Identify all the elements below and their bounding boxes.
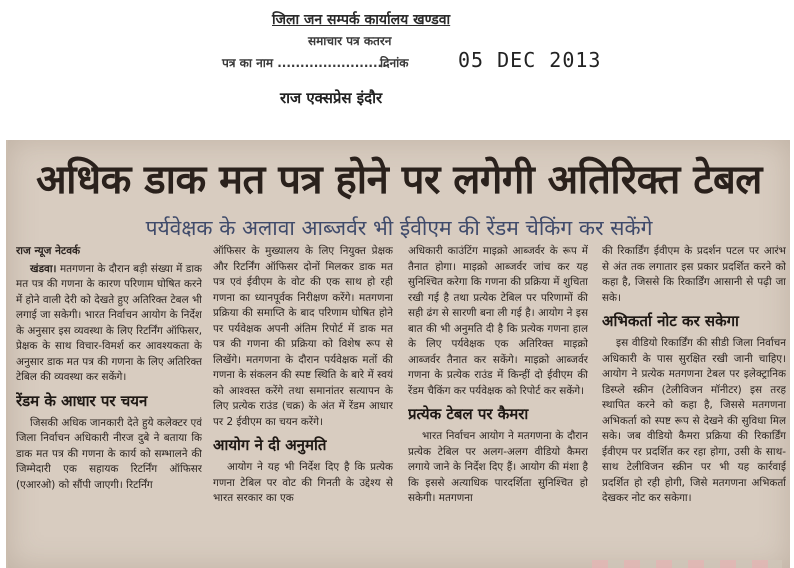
byline	[16, 244, 202, 260]
dateline-place: खंडवा।	[30, 262, 57, 275]
paragraph	[16, 262, 202, 386]
subhead: अभिकर्ता नोट कर सकेगा	[602, 312, 739, 330]
article-column-1	[16, 244, 202, 568]
article-column-3	[408, 244, 588, 568]
cutting-header	[0, 0, 794, 140]
date-stamp: 05 DEC 2013	[458, 48, 602, 72]
paragraph: जिसकी अधिक जानकारी देते हुये कलेक्टर एवं जिला निर्वाचन अधिकारी नीरज दुबे ने बताया कि डाक मत पत्र की गणना के कार्य को सम्भालने की जिम्मेदारी एक सहायक रिटर्निंग ऑफिसर (एआरओ) को सौंपी जाएगी। रिटर्निंग	[16, 416, 202, 491]
byline-text: राज न्यूज नेटवर्क	[16, 245, 81, 257]
paragraph-text: मतगणना के दौरान बड़ी संख्या में डाक मत पत्र की गणना के कारण परिणाम घोषित करने में होने वाली देरी को देखते हुए अतिरिक्त टेबल भी लगाई जा सकेगी। भारत निर्वाचन आयोग के निर्देश के अनुसार इस व्यवस्था के लिए रिटर्निंग ऑफिसर, प्रेक्षक के साथ विचार-विमर्श कर आवश्यकता के अनुसार डाक मत पत्र की गणना के लिए अतिरिक्त टेबिल की व्यवस्था कर सकेंगे।	[16, 262, 202, 383]
color-strip	[592, 560, 782, 568]
news-cutting-label: समाचार पत्र कतरन	[308, 34, 392, 48]
paragraph: ऑफिसर के मुख्यालय के लिए नियुक्त प्रेक्षक और रिटर्निंग ऑफिसर दोनों मिलकर डाक मत पत्र एवं ईवीएम के वोट की एक साथ हो रही गणना का ध्यानपूर्वक निरीक्षण करेंगे। मतगणना प्रक्रिया की समाप्ति के बाद परिणाम घोषित होने पर पर्यवेक्षक अपनी अंतिम रिपोर्ट में डाक मत पत्र की गणना की प्रक्रिया को विशेष रूप से लिखेंगे। मतगणना के दौरान पर्यवेक्षक मतों की गणना के संकलन की स्पष्ट स्थिति के बारे में स्वयं को आश्वस्त करेंगे तथा समानांतर सत्यापन के लिए प्रत्येक राउंड (चक्र) के अंत में रेंडम आधार पर 2 ईवीएम का चयन करेंगे।	[213, 245, 393, 428]
subhead: रेंडम के आधार पर चयन	[16, 391, 148, 410]
newspaper-clipping	[6, 140, 790, 568]
paragraph: आयोग ने यह भी निर्देश दिए है कि प्रत्येक गणना टेबिल पर वोट की गिनती के उद्देश्य से भारत सरकार का एक	[213, 461, 393, 504]
paragraph: की रिकार्डिंग ईवीएम के प्रदर्शन पटल पर आरंभ से अंत तक लगातार इस प्रकार प्रदर्शित करने को कहा है, जिससे कि रिकार्डिंग आसानी से पढ़ी जा सके।	[602, 245, 786, 304]
paragraph: भारत निर्वाचन आयोग ने मतगणना के दौरान प्रत्येक टेबिल पर अलग-अलग वीडियो कैमरा लगाये जाने के निर्देश दिए हैं। आयोग की मंशा है कि इससे अत्याधिक पारदर्शिता सुनिश्चित हो सकेगी। मतगणना	[408, 430, 588, 504]
date-label: दिनांक	[380, 56, 409, 70]
article-subheadline: पर्यवेक्षक के अलावा आब्जर्वर भी ईवीएम की रेंडम चेकिंग कर सकेंगे	[145, 216, 653, 240]
paper-name-field: पत्र का नाम ........................	[222, 56, 387, 70]
subhead: प्रत्येक टेबल पर कैमरा	[408, 405, 529, 423]
article-headline: अधिक डाक मत पत्र होने पर लगेगी अतिरिक्त टेबल	[36, 157, 762, 203]
subhead: आयोग ने दी अनुमति	[213, 436, 327, 454]
article-column-4	[602, 244, 786, 568]
office-name: जिला जन सम्पर्क कार्यालय खण्डवा	[272, 12, 451, 28]
article-column-2	[213, 244, 393, 568]
paragraph: इस वीडियो रिकार्डिंग की सीडी जिला निर्वाचन अधिकारी के पास सुरक्षित रखी जानी चाहिए। आयोग ने प्रत्येक मतगणना टेबल पर इलेक्ट्रानिक डिस्प्ले स्क्रीन (टेलीविजन मॉनीटर) इस तरह स्थापित करने को कहा है, जिससे मतगणना अभिकर्ता को स्पष्ट रूप से देखने की सुविधा मिल सके। जब वीडियो कैमरा प्रक्रिया की रिकार्डिंग ईवीएम पर प्रदर्शित कर रहा होगा, उसी के साथ-साथ टेलीविजन स्क्रीन पर भी यह कार्रवाई प्रदर्शित हो रही होगी, जिसे मतगणना अभिकर्ता देखकर नोट कर सकेगा।	[602, 337, 786, 504]
paragraph: अधिकारी काउंटिंग माइक्रो आब्जर्वर के रूप में तैनात होगा। माइक्रो आब्जर्वर जांच कर यह सुनिश्चित करेगा कि गणना की प्रक्रिया में शुचिता रखी गई है तथा प्रत्येक टेबिल पर परिणामों की सही ढंग से सारणी बना ली गई है। आयोग ने इस बात की भी अनुमति दी है कि प्रत्येक गणना हाल के लिए पर्यवेक्षक एक अतिरिक्त माइक्रो आब्जर्वर तैनात कर सकेंगे। माइक्रो आब्जर्वर गणना के प्रत्येक राउंड में किन्हीं दो ईवीएम की रेंडम चैकिंग कर पर्यवेक्षक को रिपोर्ट कर सकेंगे।	[408, 245, 588, 397]
publication-name: राज एक्सप्रेस इंदौर	[280, 89, 383, 107]
